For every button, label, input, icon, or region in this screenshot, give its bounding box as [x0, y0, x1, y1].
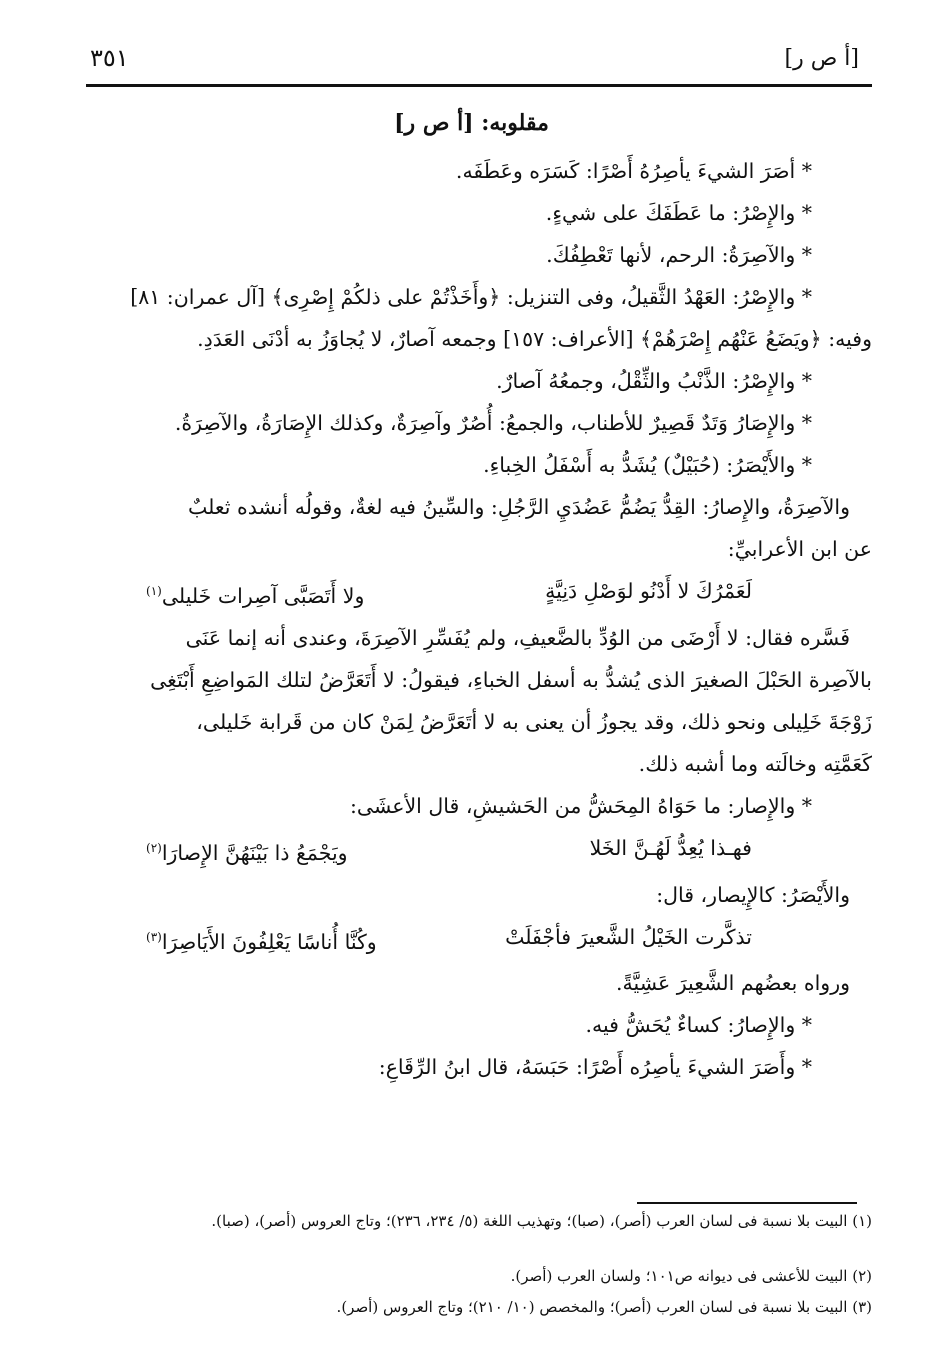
footnote: (١) البيت بلا نسبة فى لسان العرب (أصر)، (صبا)؛ وتهذيب اللغة (٥/ ٢٣٤، ٢٣٦)؛ وتاج العروس (أصر)، (صبا). [211, 1212, 872, 1230]
running-header-title: [أ ص ر] [784, 46, 859, 71]
verse-second-hemistich [146, 827, 348, 874]
footnote-rule [637, 1202, 857, 1204]
entry-line: والأَيْصَرُ: كالإِيصار، قال: [656, 882, 850, 907]
entry-line: كَعَمَّتِه وخالَته وما أشبه ذلك. [638, 751, 872, 776]
entry-line: * والأَيْصَرُ: (حُبَيْلٌ) يُشَدُّ به أَسْفَلُ الخِباءِ. [483, 453, 812, 477]
entry-body [86, 150, 872, 1088]
footnote: (٣) البيت بلا نسبة فى لسان العرب (أصر)؛ والمخصص (١٠/ ٢١٠)؛ وتاج العروس (أصر). [336, 1298, 872, 1316]
verse-text: وكُنَّا أُناسًا يَعْلِفُونَ الأَيَاصِرَا [161, 929, 377, 954]
entry-line: فَسَّره فقال: لا أَرْضَى من الوُدِّ بالضَّعيفِ، ولم يُفَسِّرِ الآصِرَةَ، وعندى أنه إنما عَنَى [185, 625, 850, 650]
entry-line: * والإِصْرُ: ما عَطَفَكَ على شيءٍ. [545, 201, 812, 225]
entry-line: * والإِصَارُ وَتَدٌ قَصِيرٌ للأطناب، والجمعُ: أُصُرٌ وآصِرَةٌ، وكذلك الإِصَارَةُ، والآصِرَةُ. [174, 411, 812, 435]
verse-first-hemistich: فهـذا يُعِدُّ لَهُـنَّ الخَلا [589, 835, 752, 860]
entry-line: * والإِصارُ: كساءٌ يُحَشُّ فيه. [585, 1013, 812, 1038]
entry-line: * والإِصْرُ: العَهْدُ الثَّقيلُ، وفى التنزيل: ﴿وأَخَذْتُمْ على ذلكُمْ إِصْرِى﴾ [آل عمران: ٨١] [130, 285, 812, 309]
verse-second-hemistich [146, 916, 377, 963]
entry-line: * أصَرَ الشيءَ يأصِرُهُ أَصْرًا: كَسَرَه وعَطَفَه. [455, 159, 812, 183]
verse-first-hemistich: لَعَمْرُكَ لا أَدْنُو لوَصْلِ دَنِيَّةٍ [545, 579, 752, 603]
entry-line: ورواه بعضُهم الشَّعِيرَ عَشِيَّةً. [616, 971, 850, 996]
footnote-marker: (٣) [146, 929, 162, 944]
verse-text: ولا أَتَصَبَّى آصِرات خَليلى [161, 583, 365, 608]
header-rule [86, 84, 872, 87]
entry-line: وفيه: ﴿ويَضَعُ عَنْهُم إِصْرَهُمْ﴾ [الأعراف: ١٥٧] وجمعه آصارٌ، لا يُجاوَزُ به أدْنَى العَدَدِ. [197, 327, 872, 351]
entry-line: زَوْجَةَ خَلِيلى ونحو ذلك، وقد يجوزُ أن يعنى به لا أتَعَرَّضُ لِمَنْ كان من قَرابة خَليلى، [196, 709, 872, 734]
verse-text: ويَجْمَعُ ذا بَيْنَهُنَّ الإِصارَا [161, 840, 348, 865]
verse-first-hemistich: تذكَّرت الخَيْلُ الشَّعيرَ فأجْفَلَتْ [505, 924, 752, 949]
verse-line [86, 827, 872, 874]
footnote-marker: (١) [146, 584, 162, 598]
section-heading: مقلوبه: [أ ص ر] [394, 110, 549, 136]
entry-line: * وأَصَرَ الشيءَ يأصِرُه أَصْرًا: حَبَسَهُ، قال ابنُ الرِّقَاعِ: [378, 1055, 812, 1080]
entry-line: * والآصِرَةُ: الرحم، لأنها تَعْطِفُكَ. [546, 243, 812, 267]
footnote-marker: (٢) [146, 840, 162, 855]
entry-line: بالآصِرة الحَبْلَ الصغيرَ الذى يُشدُّ به أسفل الخباءِ، فيقولُ: لا أَتَعَرَّضُ لتلك المَواضِعِ أَبْتَغِى [150, 667, 872, 692]
page-number: ٣٥١ [90, 44, 129, 72]
verse-second-hemistich [146, 570, 364, 617]
footnote: (٢) البيت للأعشى فى ديوانه ص١٠١؛ ولسان العرب (أصر). [510, 1267, 872, 1285]
entry-line: * والإِصْرُ: الذَّنْبُ والثِّقْلُ، وجمعُهُ آصارٌ. [496, 369, 812, 393]
entry-line: والآصِرَةُ، والإِصارُ: القِدُّ يَضُمُّ عَضُدَيِ الرَّجُلِ: والسِّينُ فيه لغةٌ، وقولُه أنشده ثعلبٌ [187, 495, 850, 519]
verse-line [86, 916, 872, 963]
entry-line: عن ابن الأعرابيِّ: [727, 537, 872, 561]
entry-line: * والإِصار: ما حَوَاهُ المِحَشُّ من الحَشيشِ، قال الأعشَى: [349, 793, 812, 818]
verse-line [86, 570, 872, 617]
